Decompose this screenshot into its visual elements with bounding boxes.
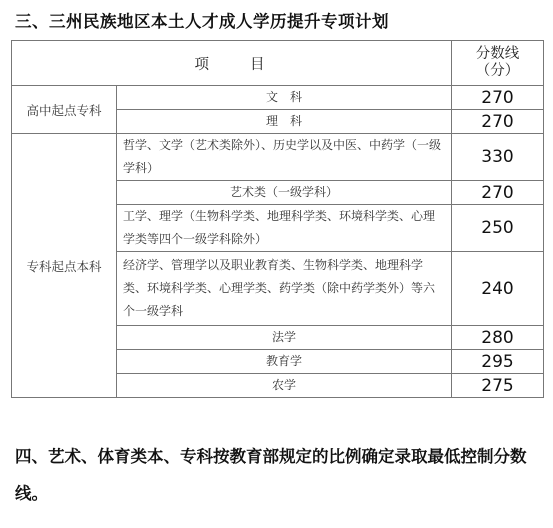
- subject-cell: 经济学、管理学以及职业教育类、生物科学类、地理科学类、环境科学类、心理学类、药学类（除中药学类外）等六个一级学科: [117, 252, 452, 326]
- header-score-line2: （分）: [475, 63, 520, 79]
- header-item: 项 目: [12, 41, 452, 86]
- category-cell: 专科起点本科: [12, 134, 117, 398]
- score-cell: 270: [452, 110, 544, 134]
- policy-note: 四、艺术、体育类本、专科按教育部规定的比例确定录取最低控制分数线。: [15, 447, 527, 503]
- subject-cell: 理 科: [117, 110, 452, 134]
- header-score: [452, 41, 544, 86]
- table-row: [12, 86, 544, 110]
- subject-cell: 艺术类（一级学科）: [117, 181, 452, 205]
- subject-cell: 文 科: [117, 86, 452, 110]
- score-cell: 275: [452, 374, 544, 398]
- subject-cell: 工学、理学（生物科学类、地理科学类、环境科学类、心理学类等四个一级学科除外）: [117, 205, 452, 252]
- score-cell: 250: [452, 205, 544, 252]
- score-cell: 295: [452, 350, 544, 374]
- score-cell: 270: [452, 86, 544, 110]
- table-row: [12, 134, 544, 181]
- score-table: [11, 40, 544, 398]
- score-cell: 280: [452, 326, 544, 350]
- table-header-row: [12, 41, 544, 86]
- subject-cell: 法学: [117, 326, 452, 350]
- subject-cell: 农学: [117, 374, 452, 398]
- category-cell: 高中起点专科: [12, 86, 117, 134]
- header-score-line1: 分数线: [475, 46, 520, 62]
- subject-cell: 教育学: [117, 350, 452, 374]
- section-heading: 三、三州民族地区本土人才成人学历提升专项计划: [15, 12, 389, 31]
- score-cell: 270: [452, 181, 544, 205]
- score-cell: 240: [452, 252, 544, 326]
- score-cell: 330: [452, 134, 544, 181]
- subject-cell: 哲学、文学（艺术类除外）、历史学以及中医、中药学（一级学科）: [117, 134, 452, 181]
